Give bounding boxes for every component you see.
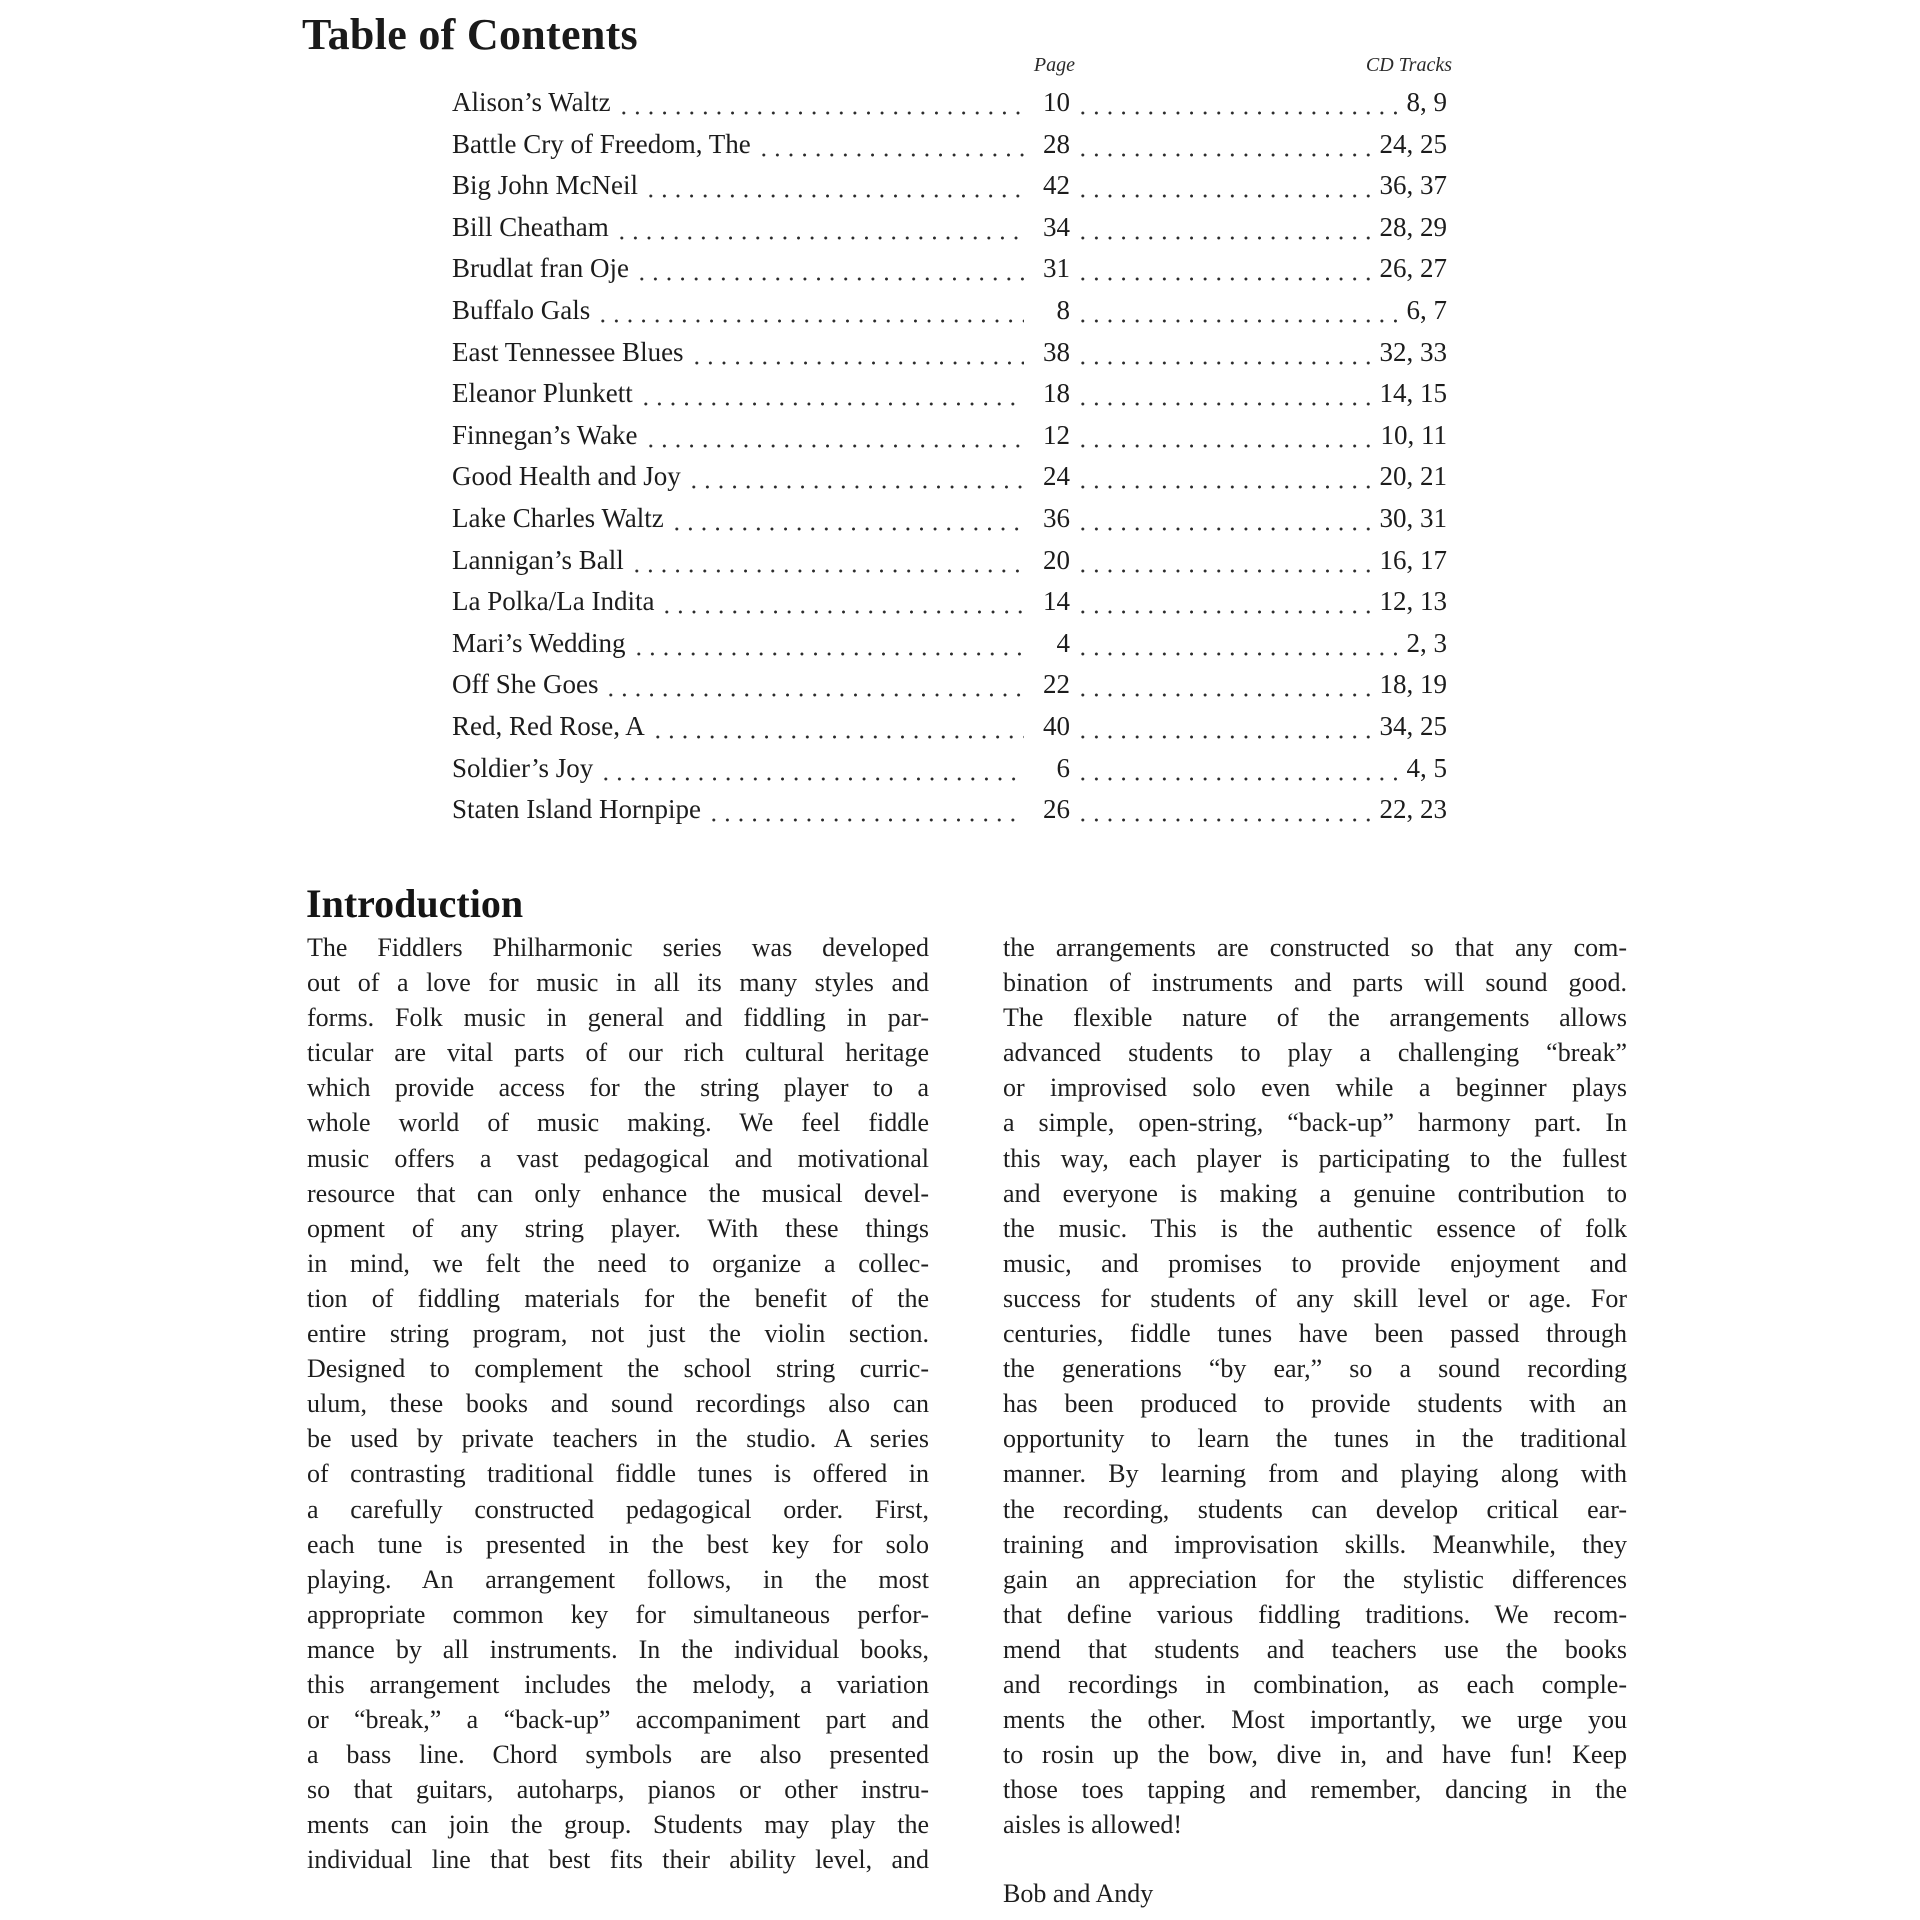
dot-leader: [1072, 789, 1378, 831]
toc-entry-title: Alison’s Waltz: [452, 87, 611, 117]
body-text-line: entire string program, not just the violin section.: [307, 1319, 929, 1349]
body-text-line: a bass line. Chord symbols are also presented: [307, 1740, 929, 1770]
toc-entry[interactable]: [452, 456, 1447, 498]
dot-leader: [1072, 540, 1378, 582]
body-text-line: be used by private teachers in the studio. A series: [307, 1424, 929, 1454]
toc-entry-page: 6: [1056, 752, 1070, 783]
toc-entry[interactable]: [452, 581, 1447, 623]
signature: Bob and Andy: [1003, 1879, 1154, 1908]
toc-entry-title: Big John McNeil: [452, 170, 638, 201]
body-text-line: so that guitars, autoharps, pianos or other instru-: [307, 1775, 929, 1805]
toc-entry-tracks: 10, 11: [1380, 419, 1447, 450]
toc-entry[interactable]: [452, 332, 1447, 374]
body-text-line: music offers a vast pedagogical and motivational: [307, 1143, 929, 1173]
dot-leader: [600, 664, 1024, 706]
toc-entry-title: Eleanor Plunkett: [452, 378, 633, 409]
dot-leader: [1072, 415, 1379, 457]
dot-leader: [656, 581, 1024, 623]
toc-entry-page: 40: [1043, 710, 1070, 741]
body-text-line: a simple, open-string, “back-up” harmony part. In: [1003, 1108, 1627, 1138]
body-text-line: manner. By learning from and playing along with: [1003, 1459, 1627, 1489]
body-text-line: and everyone is making a genuine contribution to: [1003, 1178, 1627, 1208]
toc-entry-title: Lake Charles Waltz: [452, 502, 664, 533]
toc-entry[interactable]: [452, 748, 1447, 790]
toc-entry-title: La Polka/La Indita: [452, 586, 655, 617]
body-text-line: and recordings in combination, as each comple-: [1003, 1669, 1627, 1699]
dot-leader: [1072, 706, 1378, 748]
toc-entry-title: Lannigan’s Ball: [452, 544, 624, 575]
body-text-line: The Fiddlers Philharmonic series was developed: [307, 933, 929, 962]
body-text-line: gain an appreciation for the stylistic differences: [1003, 1564, 1627, 1594]
body-text-line: opment of any string player. With these things: [307, 1213, 929, 1243]
body-text-line: aisles is allowed!: [1003, 1810, 1183, 1840]
toc-entry-tracks: 30, 31: [1379, 502, 1447, 533]
dot-leader: [647, 706, 1024, 748]
toc-entry-tracks: 32, 33: [1379, 336, 1447, 367]
body-text-line: of contrasting traditional fiddle tunes is offered in: [307, 1459, 929, 1489]
toc-entry-page: 14: [1043, 586, 1070, 617]
body-text-line: to rosin up the bow, dive in, and have fun! Keep: [1003, 1740, 1627, 1770]
toc-entry-tracks: 20, 21: [1379, 461, 1447, 492]
toc-entry-title: Finnegan’s Wake: [452, 419, 638, 450]
toc-entry-tracks: 24, 25: [1379, 128, 1447, 159]
toc-entry-page: 31: [1043, 253, 1070, 284]
body-text-line: the recording, students can develop critical ear-: [1003, 1494, 1627, 1524]
body-text-line: resource that can only enhance the musical devel-: [307, 1178, 929, 1208]
toc-entry-title: Staten Island Hornpipe: [452, 794, 701, 825]
body-text-line: Designed to complement the school string curric-: [307, 1354, 929, 1384]
body-text-line: forms. Folk music in general and fiddling in par-: [307, 1003, 929, 1033]
dot-leader: [1072, 165, 1378, 207]
dot-leader: [1072, 748, 1405, 790]
toc-entry[interactable]: [452, 165, 1447, 207]
toc-entry[interactable]: [452, 664, 1447, 706]
toc-entry[interactable]: [452, 373, 1447, 415]
body-text-line: ulum, these books and sound recordings also can: [307, 1389, 929, 1419]
dot-leader: [626, 540, 1024, 582]
introduction-right-column: [1003, 930, 1627, 1842]
body-text-line: those toes tapping and remember, dancing in the: [1003, 1775, 1627, 1805]
toc-entry[interactable]: [452, 124, 1447, 166]
body-text-line: appropriate common key for simultaneous perfor-: [307, 1599, 929, 1629]
body-text-line: mend that students and teachers use the books: [1003, 1634, 1627, 1664]
introduction-heading: Introduction: [306, 881, 524, 926]
toc-entry-tracks: 8, 9: [1406, 87, 1447, 117]
toc-entry-tracks: 26, 27: [1379, 253, 1447, 284]
dot-leader: [635, 373, 1024, 415]
toc-entry[interactable]: [452, 207, 1447, 249]
dot-leader: [703, 789, 1024, 831]
body-text-line: or “break,” a “back-up” accompaniment part and: [307, 1705, 929, 1735]
toc-entry-tracks: 36, 37: [1379, 170, 1447, 201]
body-text-line: this way, each player is participating to the fullest: [1003, 1143, 1627, 1173]
body-text-line: centuries, fiddle tunes have been passed through: [1003, 1319, 1627, 1349]
toc-entry-title: Off She Goes: [452, 669, 599, 700]
toc-entry-page: 18: [1043, 378, 1070, 409]
toc-page-column-header: Page: [1033, 54, 1075, 76]
body-text-line: the generations “by ear,” so a sound recording: [1003, 1354, 1627, 1384]
dot-leader: [1072, 498, 1378, 540]
body-text-line: or improvised solo even while a beginner plays: [1003, 1073, 1627, 1103]
toc-entry-page: 12: [1043, 419, 1070, 450]
body-text-line: training and improvisation skills. Meanwhile, they: [1003, 1529, 1627, 1559]
toc-entry[interactable]: [452, 706, 1447, 748]
toc-entry-tracks: 4, 5: [1406, 752, 1447, 783]
body-text-line: The flexible nature of the arrangements allows: [1003, 1003, 1627, 1033]
toc-entry-title: Battle Cry of Freedom, The: [452, 128, 751, 159]
body-text-line: in mind, we felt the need to organize a collec-: [307, 1248, 929, 1278]
dot-leader: [753, 124, 1024, 166]
toc-entry-page: 10: [1043, 87, 1070, 117]
body-text-line: which provide access for the string player to a: [307, 1073, 929, 1103]
body-text-line: opportunity to learn the tunes in the traditional: [1003, 1424, 1627, 1454]
dot-leader: [613, 82, 1024, 124]
dot-leader: [1072, 664, 1378, 706]
body-text-line: each tune is presented in the best key for solo: [307, 1529, 929, 1559]
toc-entry-tracks: 12, 13: [1379, 586, 1447, 617]
body-text-line: out of a love for music in all its many styles and: [307, 968, 929, 998]
dot-leader: [686, 332, 1024, 374]
toc-entry[interactable]: [452, 498, 1447, 540]
body-text-line: music, and promises to provide enjoyment and: [1003, 1248, 1627, 1278]
toc-entry[interactable]: [452, 623, 1447, 665]
introduction-left-column: [307, 930, 929, 1878]
dot-leader: [683, 456, 1024, 498]
toc-entry-page: 24: [1043, 461, 1070, 492]
toc-entry[interactable]: [452, 290, 1447, 332]
toc-cd-tracks-column-header: CD Tracks: [1365, 54, 1452, 76]
toc-entry-title: Brudlat fran Oje: [452, 253, 629, 284]
toc-entry[interactable]: [452, 82, 1447, 124]
dot-leader: [628, 623, 1024, 665]
toc-entry-title: East Tennessee Blues: [452, 336, 684, 367]
dot-leader: [1072, 581, 1378, 623]
toc-entry-tracks: 18, 19: [1379, 669, 1447, 700]
toc-entry-page: 22: [1043, 669, 1070, 700]
dot-leader: [1072, 82, 1405, 124]
dot-leader: [640, 415, 1024, 457]
dot-leader: [592, 290, 1024, 332]
body-text-line: has been produced to provide students with an: [1003, 1389, 1627, 1419]
toc-entry-title: Bill Cheatham: [452, 211, 609, 242]
toc-entry-tracks: 28, 29: [1379, 211, 1447, 242]
dot-leader: [666, 498, 1024, 540]
toc-entry-page: 38: [1043, 336, 1070, 367]
dot-leader: [1072, 332, 1378, 374]
toc-entry-title: Mari’s Wedding: [452, 627, 626, 658]
toc-entry-tracks: 34, 25: [1379, 710, 1447, 741]
body-text-line: ments can join the group. Students may play the: [307, 1810, 929, 1840]
toc-entry[interactable]: [452, 248, 1447, 290]
body-text-line: that define various fiddling traditions. We recom-: [1003, 1599, 1627, 1629]
body-text-line: ments the other. Most importantly, we urge you: [1003, 1705, 1627, 1735]
toc-entry-tracks: 14, 15: [1379, 378, 1447, 409]
dot-leader: [1072, 623, 1405, 665]
dot-leader: [640, 165, 1024, 207]
toc-entry[interactable]: [452, 540, 1447, 582]
body-text-line: this arrangement includes the melody, a variation: [307, 1669, 929, 1699]
body-text-line: a carefully constructed pedagogical order. First,: [307, 1494, 929, 1524]
toc-entry-tracks: 2, 3: [1406, 627, 1447, 658]
toc-title: Table of Contents: [302, 10, 638, 59]
toc-entry-page: 26: [1043, 794, 1070, 825]
toc-entry-page: 4: [1056, 627, 1070, 658]
toc-entry-title: Good Health and Joy: [452, 461, 681, 492]
toc-list: [452, 82, 1447, 831]
dot-leader: [1072, 456, 1378, 498]
body-text-line: the arrangements are constructed so that any com-: [1003, 933, 1627, 962]
toc-entry-page: 42: [1043, 170, 1070, 201]
dot-leader: [631, 248, 1024, 290]
body-text-line: tion of fiddling materials for the benefit of the: [307, 1283, 929, 1313]
dot-leader: [1072, 248, 1378, 290]
dot-leader: [1072, 290, 1405, 332]
toc-entry-tracks: 16, 17: [1379, 544, 1447, 575]
dot-leader: [595, 748, 1024, 790]
body-text-line: advanced students to play a challenging “break”: [1003, 1038, 1627, 1068]
body-text-line: the music. This is the authentic essence of folk: [1003, 1213, 1627, 1243]
body-text-line: playing. An arrangement follows, in the most: [307, 1564, 929, 1594]
dot-leader: [1072, 373, 1378, 415]
dot-leader: [611, 207, 1024, 249]
dot-leader: [1072, 207, 1378, 249]
toc-entry-page: 36: [1043, 502, 1070, 533]
toc-entry-title: Soldier’s Joy: [452, 752, 594, 783]
body-text-line: bination of instruments and parts will sound good.: [1003, 968, 1627, 998]
toc-entry-title: Buffalo Gals: [452, 294, 591, 325]
toc-entry-page: 34: [1043, 211, 1070, 242]
body-text-line: success for students of any skill level or age. For: [1003, 1283, 1627, 1313]
body-text-line: mance by all instruments. In the individual books,: [307, 1634, 929, 1664]
toc-entry[interactable]: [452, 415, 1447, 457]
toc-entry-page: 8: [1056, 294, 1070, 325]
dot-leader: [1072, 124, 1378, 166]
body-text-line: ticular are vital parts of our rich cultural heritage: [307, 1038, 929, 1068]
body-text-line: individual line that best fits their ability level, and: [307, 1845, 929, 1875]
toc-entry-tracks: 6, 7: [1406, 294, 1447, 325]
toc-entry-tracks: 22, 23: [1379, 794, 1447, 825]
body-text-line: whole world of music making. We feel fiddle: [307, 1108, 929, 1138]
toc-entry[interactable]: [452, 789, 1447, 831]
toc-entry-page: 20: [1043, 544, 1070, 575]
toc-entry-page: 28: [1043, 128, 1070, 159]
toc-entry-title: Red, Red Rose, A: [452, 710, 645, 741]
